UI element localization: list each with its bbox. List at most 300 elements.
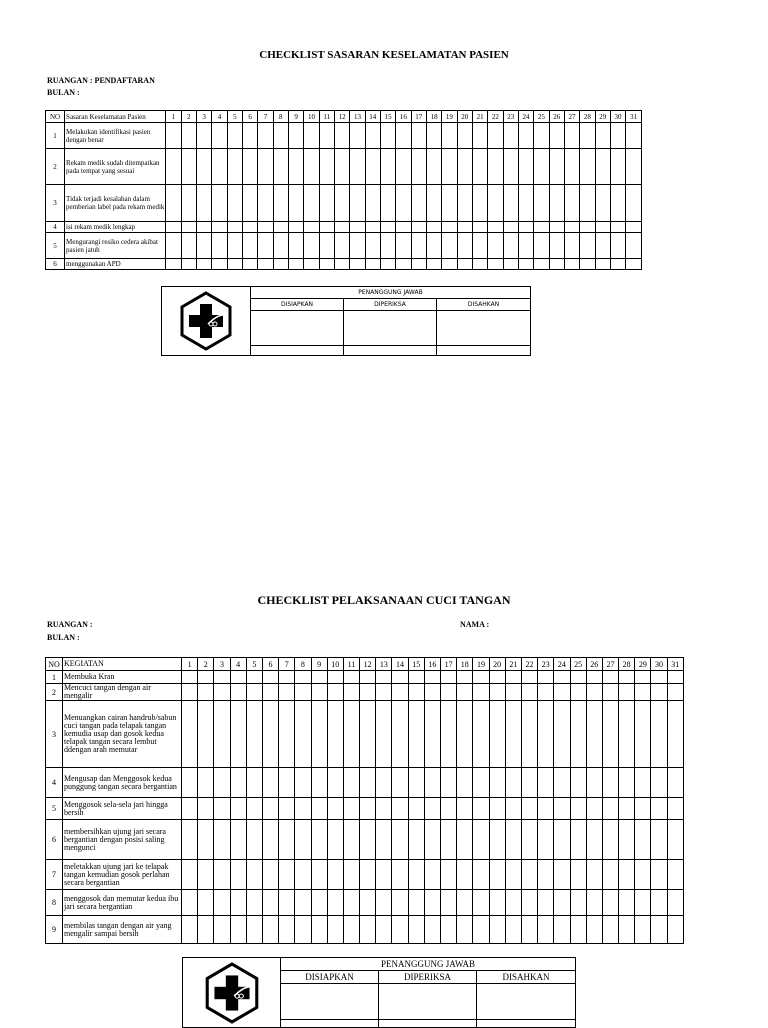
check-cell[interactable] [518,149,533,185]
check-cell[interactable] [586,671,602,684]
check-cell[interactable] [538,768,554,798]
check-cell[interactable] [441,820,457,860]
check-cell[interactable] [549,149,564,185]
check-cell[interactable] [549,123,564,149]
check-cell[interactable] [457,149,472,185]
check-cell[interactable] [518,259,533,270]
check-cell[interactable] [651,860,667,890]
check-cell[interactable] [166,222,181,233]
check-cell[interactable] [392,798,408,820]
check-cell[interactable] [619,701,635,768]
check-cell[interactable] [441,890,457,916]
check-cell[interactable] [505,890,521,916]
check-cell[interactable] [521,916,537,944]
check-cell[interactable] [380,222,395,233]
check-cell[interactable] [181,222,196,233]
check-cell[interactable] [488,233,503,259]
check-cell[interactable] [473,820,489,860]
check-cell[interactable] [489,684,505,701]
check-cell[interactable] [426,259,441,270]
check-cell[interactable] [408,860,424,890]
check-cell[interactable] [538,890,554,916]
check-cell[interactable] [538,916,554,944]
check-cell[interactable] [505,768,521,798]
check-cell[interactable] [392,890,408,916]
check-cell[interactable] [304,185,319,222]
check-cell[interactable] [198,701,214,768]
check-cell[interactable] [295,890,311,916]
check-cell[interactable] [198,860,214,890]
check-cell[interactable] [489,798,505,820]
check-cell[interactable] [473,701,489,768]
check-cell[interactable] [327,860,343,890]
check-cell[interactable] [198,684,214,701]
check-cell[interactable] [472,149,487,185]
check-cell[interactable] [457,768,473,798]
check-cell[interactable] [350,185,365,222]
check-cell[interactable] [262,820,278,860]
check-cell[interactable] [505,820,521,860]
check-cell[interactable] [503,259,518,270]
check-cell[interactable] [570,820,586,860]
check-cell[interactable] [441,798,457,820]
check-cell[interactable] [380,123,395,149]
check-cell[interactable] [198,798,214,820]
check-cell[interactable] [279,671,295,684]
check-cell[interactable] [554,860,570,890]
check-cell[interactable] [619,684,635,701]
check-cell[interactable] [304,259,319,270]
check-cell[interactable] [521,768,537,798]
check-cell[interactable] [396,185,411,222]
check-cell[interactable] [473,890,489,916]
check-cell[interactable] [214,916,230,944]
check-cell[interactable] [538,684,554,701]
check-cell[interactable] [424,916,440,944]
check-cell[interactable] [214,684,230,701]
check-cell[interactable] [586,820,602,860]
check-cell[interactable] [635,671,651,684]
check-cell[interactable] [376,890,392,916]
check-cell[interactable] [279,701,295,768]
check-cell[interactable] [457,259,472,270]
check-cell[interactable] [457,701,473,768]
check-cell[interactable] [360,671,376,684]
check-cell[interactable] [667,671,683,684]
check-cell[interactable] [635,798,651,820]
check-cell[interactable] [166,149,181,185]
check-cell[interactable] [304,123,319,149]
check-cell[interactable] [554,768,570,798]
check-cell[interactable] [198,820,214,860]
check-cell[interactable] [580,259,595,270]
check-cell[interactable] [424,860,440,890]
check-cell[interactable] [166,123,181,149]
check-cell[interactable] [534,185,549,222]
check-cell[interactable] [488,185,503,222]
check-cell[interactable] [538,860,554,890]
check-cell[interactable] [246,684,262,701]
check-cell[interactable] [534,222,549,233]
check-cell[interactable] [651,671,667,684]
check-cell[interactable] [166,233,181,259]
check-cell[interactable] [457,860,473,890]
check-cell[interactable] [230,701,246,768]
check-cell[interactable] [304,233,319,259]
check-cell[interactable] [554,798,570,820]
check-cell[interactable] [273,233,288,259]
check-cell[interactable] [426,123,441,149]
check-cell[interactable] [262,798,278,820]
check-cell[interactable] [580,149,595,185]
check-cell[interactable] [198,916,214,944]
check-cell[interactable] [473,916,489,944]
check-cell[interactable] [505,701,521,768]
check-cell[interactable] [376,860,392,890]
check-cell[interactable] [242,185,257,222]
check-cell[interactable] [360,916,376,944]
check-cell[interactable] [554,820,570,860]
check-cell[interactable] [442,259,457,270]
check-cell[interactable] [564,123,579,149]
check-cell[interactable] [246,916,262,944]
check-cell[interactable] [230,768,246,798]
check-cell[interactable] [365,123,380,149]
check-cell[interactable] [602,701,618,768]
check-cell[interactable] [602,684,618,701]
check-cell[interactable] [602,916,618,944]
check-cell[interactable] [182,701,198,768]
check-cell[interactable] [319,123,334,149]
check-cell[interactable] [230,684,246,701]
check-cell[interactable] [586,798,602,820]
check-cell[interactable] [392,916,408,944]
check-cell[interactable] [242,149,257,185]
check-cell[interactable] [198,890,214,916]
check-cell[interactable] [214,890,230,916]
check-cell[interactable] [230,916,246,944]
check-cell[interactable] [246,860,262,890]
check-cell[interactable] [327,671,343,684]
check-cell[interactable] [667,860,683,890]
check-cell[interactable] [376,684,392,701]
check-cell[interactable] [472,123,487,149]
check-cell[interactable] [595,185,610,222]
check-cell[interactable] [538,820,554,860]
check-cell[interactable] [258,233,273,259]
check-cell[interactable] [473,798,489,820]
check-cell[interactable] [360,890,376,916]
check-cell[interactable] [166,259,181,270]
check-cell[interactable] [392,684,408,701]
check-cell[interactable] [626,259,642,270]
check-cell[interactable] [518,233,533,259]
check-cell[interactable] [619,768,635,798]
check-cell[interactable] [327,798,343,820]
check-cell[interactable] [538,798,554,820]
check-cell[interactable] [343,701,359,768]
check-cell[interactable] [408,798,424,820]
check-cell[interactable] [258,149,273,185]
check-cell[interactable] [258,259,273,270]
check-cell[interactable] [242,123,257,149]
check-cell[interactable] [380,185,395,222]
check-cell[interactable] [610,259,625,270]
check-cell[interactable] [570,671,586,684]
check-cell[interactable] [426,222,441,233]
check-cell[interactable] [230,890,246,916]
check-cell[interactable] [319,185,334,222]
check-cell[interactable] [411,222,426,233]
check-cell[interactable] [457,684,473,701]
check-cell[interactable] [350,123,365,149]
check-cell[interactable] [311,671,327,684]
check-cell[interactable] [489,701,505,768]
check-cell[interactable] [424,701,440,768]
check-cell[interactable] [214,671,230,684]
check-cell[interactable] [473,684,489,701]
check-cell[interactable] [521,860,537,890]
check-cell[interactable] [212,149,227,185]
check-cell[interactable] [262,890,278,916]
check-cell[interactable] [472,185,487,222]
check-cell[interactable] [197,222,212,233]
check-cell[interactable] [441,916,457,944]
check-cell[interactable] [472,259,487,270]
check-cell[interactable] [554,671,570,684]
check-cell[interactable] [214,768,230,798]
check-cell[interactable] [214,798,230,820]
check-cell[interactable] [246,701,262,768]
check-cell[interactable] [262,916,278,944]
check-cell[interactable] [212,123,227,149]
check-cell[interactable] [473,671,489,684]
check-cell[interactable] [343,860,359,890]
check-cell[interactable] [295,768,311,798]
check-cell[interactable] [197,123,212,149]
check-cell[interactable] [227,149,242,185]
check-cell[interactable] [619,820,635,860]
check-cell[interactable] [635,768,651,798]
check-cell[interactable] [288,222,303,233]
check-cell[interactable] [262,701,278,768]
check-cell[interactable] [635,916,651,944]
check-cell[interactable] [350,259,365,270]
check-cell[interactable] [327,701,343,768]
check-cell[interactable] [505,684,521,701]
check-cell[interactable] [564,222,579,233]
check-cell[interactable] [227,222,242,233]
check-cell[interactable] [327,916,343,944]
check-cell[interactable] [181,259,196,270]
check-cell[interactable] [343,916,359,944]
check-cell[interactable] [667,798,683,820]
check-cell[interactable] [424,890,440,916]
check-cell[interactable] [279,916,295,944]
check-cell[interactable] [489,671,505,684]
check-cell[interactable] [595,222,610,233]
check-cell[interactable] [521,671,537,684]
check-cell[interactable] [503,233,518,259]
check-cell[interactable] [521,798,537,820]
check-cell[interactable] [376,768,392,798]
check-cell[interactable] [311,916,327,944]
check-cell[interactable] [360,701,376,768]
check-cell[interactable] [518,185,533,222]
check-cell[interactable] [564,185,579,222]
check-cell[interactable] [212,222,227,233]
check-cell[interactable] [327,820,343,860]
check-cell[interactable] [279,820,295,860]
check-cell[interactable] [392,701,408,768]
check-cell[interactable] [442,149,457,185]
check-cell[interactable] [214,820,230,860]
check-cell[interactable] [311,860,327,890]
check-cell[interactable] [457,820,473,860]
check-cell[interactable] [360,820,376,860]
check-cell[interactable] [214,860,230,890]
check-cell[interactable] [457,222,472,233]
check-cell[interactable] [586,916,602,944]
check-cell[interactable] [457,233,472,259]
check-cell[interactable] [182,671,198,684]
check-cell[interactable] [408,701,424,768]
check-cell[interactable] [408,671,424,684]
check-cell[interactable] [441,860,457,890]
check-cell[interactable] [489,860,505,890]
check-cell[interactable] [570,768,586,798]
check-cell[interactable] [350,149,365,185]
check-cell[interactable] [408,684,424,701]
check-cell[interactable] [534,149,549,185]
check-cell[interactable] [182,798,198,820]
check-cell[interactable] [408,768,424,798]
check-cell[interactable] [246,671,262,684]
check-cell[interactable] [651,768,667,798]
check-cell[interactable] [380,233,395,259]
check-cell[interactable] [365,222,380,233]
check-cell[interactable] [442,123,457,149]
check-cell[interactable] [311,701,327,768]
check-cell[interactable] [505,798,521,820]
check-cell[interactable] [334,259,349,270]
check-cell[interactable] [360,684,376,701]
check-cell[interactable] [376,701,392,768]
check-cell[interactable] [626,123,642,149]
check-cell[interactable] [242,233,257,259]
check-cell[interactable] [580,123,595,149]
check-cell[interactable] [667,890,683,916]
check-cell[interactable] [602,798,618,820]
check-cell[interactable] [488,149,503,185]
check-cell[interactable] [619,860,635,890]
check-cell[interactable] [365,259,380,270]
check-cell[interactable] [279,890,295,916]
check-cell[interactable] [396,222,411,233]
check-cell[interactable] [602,671,618,684]
check-cell[interactable] [457,123,472,149]
check-cell[interactable] [334,233,349,259]
check-cell[interactable] [392,768,408,798]
check-cell[interactable] [212,185,227,222]
check-cell[interactable] [473,860,489,890]
check-cell[interactable] [667,701,683,768]
check-cell[interactable] [602,890,618,916]
check-cell[interactable] [376,916,392,944]
check-cell[interactable] [411,185,426,222]
check-cell[interactable] [521,890,537,916]
check-cell[interactable] [197,149,212,185]
check-cell[interactable] [595,149,610,185]
check-cell[interactable] [619,798,635,820]
check-cell[interactable] [505,860,521,890]
check-cell[interactable] [570,916,586,944]
check-cell[interactable] [534,233,549,259]
check-cell[interactable] [182,890,198,916]
check-cell[interactable] [635,701,651,768]
check-cell[interactable] [408,820,424,860]
check-cell[interactable] [610,222,625,233]
check-cell[interactable] [380,259,395,270]
check-cell[interactable] [311,768,327,798]
check-cell[interactable] [521,684,537,701]
check-cell[interactable] [503,149,518,185]
check-cell[interactable] [488,222,503,233]
check-cell[interactable] [488,259,503,270]
check-cell[interactable] [554,890,570,916]
check-cell[interactable] [549,259,564,270]
check-cell[interactable] [610,149,625,185]
check-cell[interactable] [311,820,327,860]
check-cell[interactable] [489,820,505,860]
check-cell[interactable] [635,890,651,916]
check-cell[interactable] [227,123,242,149]
check-cell[interactable] [334,123,349,149]
check-cell[interactable] [505,671,521,684]
check-cell[interactable] [586,768,602,798]
check-cell[interactable] [262,671,278,684]
check-cell[interactable] [667,684,683,701]
check-cell[interactable] [334,185,349,222]
check-cell[interactable] [311,684,327,701]
check-cell[interactable] [411,123,426,149]
check-cell[interactable] [503,123,518,149]
check-cell[interactable] [602,860,618,890]
check-cell[interactable] [360,798,376,820]
check-cell[interactable] [503,185,518,222]
check-cell[interactable] [538,671,554,684]
check-cell[interactable] [304,222,319,233]
check-cell[interactable] [626,149,642,185]
check-cell[interactable] [457,671,473,684]
check-cell[interactable] [334,222,349,233]
check-cell[interactable] [472,233,487,259]
check-cell[interactable] [295,684,311,701]
check-cell[interactable] [258,222,273,233]
check-cell[interactable] [380,149,395,185]
check-cell[interactable] [538,701,554,768]
check-cell[interactable] [258,185,273,222]
check-cell[interactable] [441,768,457,798]
check-cell[interactable] [334,149,349,185]
check-cell[interactable] [586,860,602,890]
check-cell[interactable] [667,916,683,944]
check-cell[interactable] [442,233,457,259]
check-cell[interactable] [295,916,311,944]
check-cell[interactable] [521,820,537,860]
check-cell[interactable] [595,259,610,270]
check-cell[interactable] [534,259,549,270]
